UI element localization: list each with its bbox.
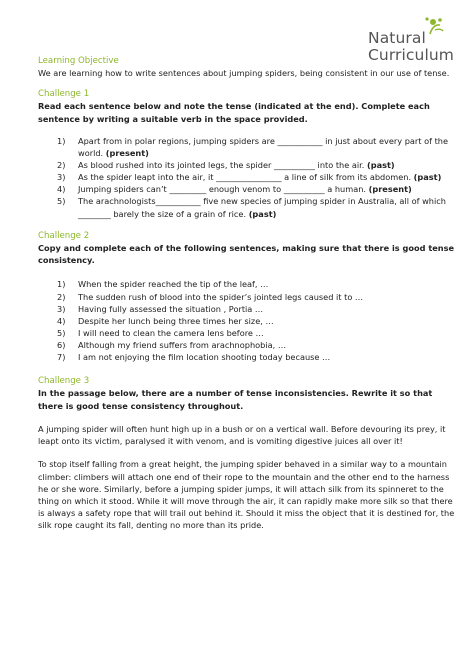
challenge3-paragraph-1: A jumping spider will often hunt high up in a bush or on a vertical wall. Before devouring its prey, it leapt onto its victim, paralysed it with venom, and is vomiting digestive juices all over it! [38,423,446,447]
challenge2-heading: Challenge 2 [38,230,90,241]
list-item: 1) When the spider reached the tip of the leaf, … [57,279,269,290]
challenge1-instructions: Read each sentence below and note the tense (indicated at the end). Complete each sentence by writing a suitable verb in the space provided. [38,101,430,124]
logo-line-2: Curriculum [368,46,455,64]
challenge3-instructions: In the passage below, there are a number of tense inconsistencies. Rewrite it so that there is good tense consistency throughout. [38,388,433,411]
logo-line-1: Natural [368,29,426,47]
challenge1-list [57,135,458,220]
objective-text: We are learning how to write sentences about jumping spiders, being consistent in our use of tense. [38,68,450,78]
list-item: 5) I will need to clean the camera lens before … [57,327,264,338]
list-item: 2) The sudden rush of blood into the spider’s jointed legs caused it to … [57,291,364,302]
list-item: 3) As the spider leapt into the air, it ________________ a line of silk from its abdomen. (past) [57,172,442,183]
worksheet-content [38,55,458,532]
list-item: 4) Despite her lunch being three times her size, … [57,315,274,326]
challenge2-instructions: Copy and complete each of the following sentences, making sure that there is good tense consistency. [38,242,455,266]
list-item: 5) The arachnologists___________ five new species of jumping spider in Australia, all of which ________ barely the size of a grain of rice. (past) [57,196,446,219]
list-item: 4) Jumping spiders can’t _________ enough venom to __________ a human. (present) [57,184,412,195]
challenge1-heading: Challenge 1 [38,89,90,100]
list-item: 6) Although my friend suffers from arachnophobia, … [57,339,287,350]
list-item: 1) Apart from in polar regions, jumping spiders are ___________ in just about every part of the world. (present) [57,136,449,159]
challenge2-list [57,278,458,363]
list-item: 7) I am not enjoying the film location shooting today because … [57,352,331,363]
list-item: 3) Having fully assessed the situation , Portia … [57,303,264,314]
challenge3-heading: Challenge 3 [38,376,90,387]
list-item: 2) As blood rushed into its jointed legs, the spider __________ into the air. (past) [57,160,395,171]
challenge3-paragraph-2: To stop itself falling from a great height, the jumping spider behaved in a similar way to a mountain climber: climbers will attach one end of their rope to the mountain and the other end to the harness he or she wore. Similarly, before a jumping spider jumps, it will attach silk from its spinneret to the thing on which it stood. While it will move through the air, it can rapidly make more silk so that there is always a safety rope that will trail out behind it. Should it miss the object that it is destined for, the silk rope caught its fall, denting no more than its pride. [38,459,455,531]
objective-heading: Learning Objective [38,56,119,66]
